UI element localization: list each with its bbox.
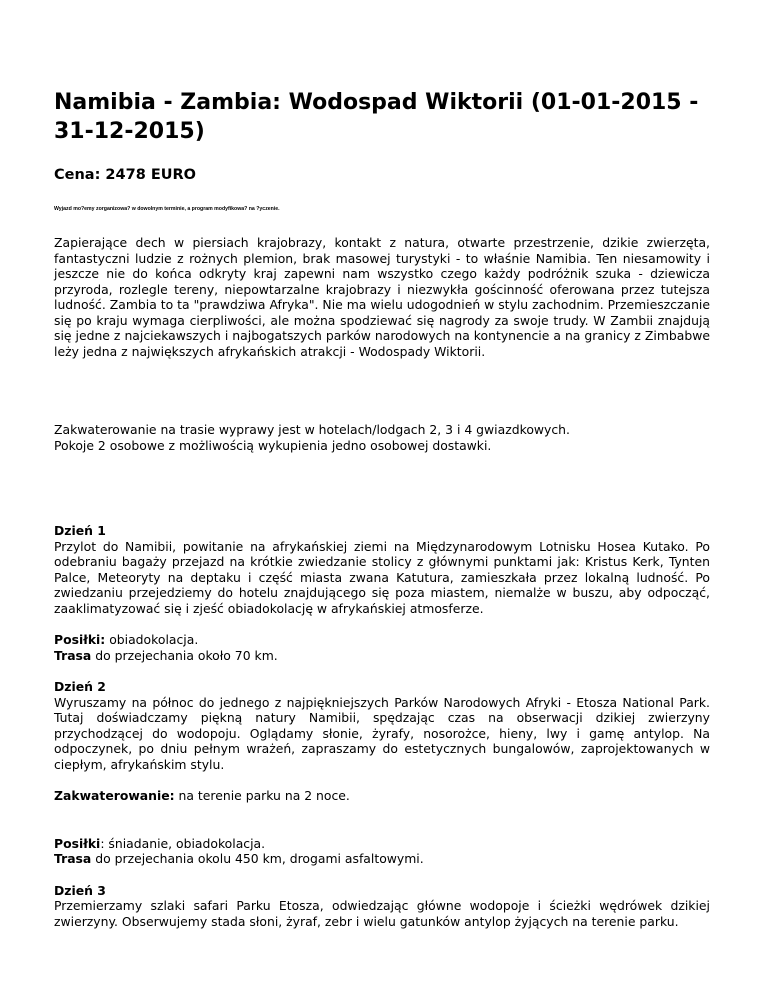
meals-label: Posiłki [54, 835, 101, 851]
intro-paragraph: Zapierające dech w piersiach krajobrazy, kontakt z natura, otwarte przestrzenie, dzikie zwierzęta, fantastyczni ludzie z rożnych plemion, brak masowej turystyki - to właśnie Namibia. Ten niesamowity i jeszcze nie do końca odkryty kraj zapewni nam wszystko czego każdy podróżnik szuka - dziewicza przyroda, rozlegle tereny, niepowtarzalne krajobrazy i niezwykła gościnność oferowana przez tutejsza ludność. Zambia to ta "prawdziwa Afryka". Nie ma wielu udogodnień w stylu zachodnim. Przemieszczanie się po kraju wymaga cierpliwości, ale można spodziewać się nagrody za swoje trudy. W Zambii znajdują się jedne z najciekawszych i najbogatszych parków narodowych na kontynencie a na granicy z Zimbabwe leży jedna z największych afrykańskich atrakcji - Wodospady Wiktorii. [54, 235, 710, 359]
day-1-section [54, 523, 710, 663]
route-label: Trasa [54, 647, 92, 663]
stay-label: Zakwaterowanie: [54, 788, 175, 803]
accommodation-section [54, 422, 710, 453]
meals-label: Posiłki: [54, 632, 106, 647]
day-1-heading: Dzień 1 [54, 523, 106, 538]
scheduling-note: Wyjazd mo?emy zorganizowa? w dowolnym terminie, a program modyfikowa? na ?yczenie. [54, 206, 280, 212]
accommodation-line-1: Zakwaterowanie na trasie wyprawy jest w hotelach/lodgach 2, 3 i 4 gwiazdkowych. [54, 422, 570, 437]
meals-value: obiadokolacja. [105, 632, 199, 647]
day-3-description: Przemierzamy szlaki safari Parku Etosza, odwiedzając główne wodopoje i ścieżki wędrówek dzikiej zwierzyny. Obserwujemy stada słoni, żyraf, zebr i wielu gatunków antylop żyjących na terenie parku. [54, 898, 710, 929]
trip-title: Namibia - Zambia: Wodospad Wiktorii (01-01-2015 - 31-12-2015) [54, 90, 699, 144]
day-3-heading: Dzień 3 [54, 882, 106, 898]
day-1-meals [54, 632, 710, 648]
day-2-section [54, 679, 710, 867]
day-2-heading: Dzień 2 [54, 679, 106, 694]
day-2-description: Wyruszamy na północ do jednego z najpiękniejszych Parków Narodowych Afryki - Etosza National Park. Tutaj doświadczamy piękną natury Namibii, spędzając czas na obserwacji dzikiej zwierzyny przychodzącej do wodopoju. Oglądamy słonie, żyrafy, nosorożce, hieny, lwy i gamę antylop. Na odpoczynek, po dniu pełnym wrażeń, zapraszamy do estetycznych bungalowów, zaprojektowanych w ciepłym, afrykańskim stylu. [54, 694, 710, 772]
day-2-meals [54, 836, 710, 852]
day-3-section [54, 883, 710, 930]
day-2-stay [54, 788, 710, 804]
day-1-route [54, 648, 710, 664]
route-value: do przejechania okolu 450 km, drogami asfaltowymi. [91, 851, 424, 866]
day-1-description: Przylot do Namibii, powitanie na afrykańskiej ziemi na Międzynarodowym Lotnisku Hosea Kutako. Po odebraniu bagaży przejazd na krótkie zwiedzanie stolicy z głównymi punktami jak: Kristus Kerk, Tynten Palce, Meteoryty na deptaku i część miasta zwana Katutura, zamieszkała przez lokalną ludność. Po zwiedzaniu przejedziemy do hotelu znajdującego się poza miastem, niemalże w buszu, aby odpocząć, zaaklimatyzować się i zjeść obiadokolację w afrykańskiej atmosferze. [54, 538, 710, 616]
route-label: Trasa [54, 851, 92, 866]
document-page [54, 88, 710, 929]
stay-value: na terenie parku na 2 noce. [174, 788, 350, 803]
day-2-route [54, 851, 710, 867]
trip-price: Cena: 2478 EURO [54, 167, 197, 183]
meals-value: : śniadanie, obiadokolacja. [100, 835, 266, 851]
accommodation-line-2: Pokoje 2 osobowe z możliwością wykupienia jedno osobowej dostawki. [54, 437, 492, 453]
route-value: do przejechania około 70 km. [91, 647, 278, 663]
